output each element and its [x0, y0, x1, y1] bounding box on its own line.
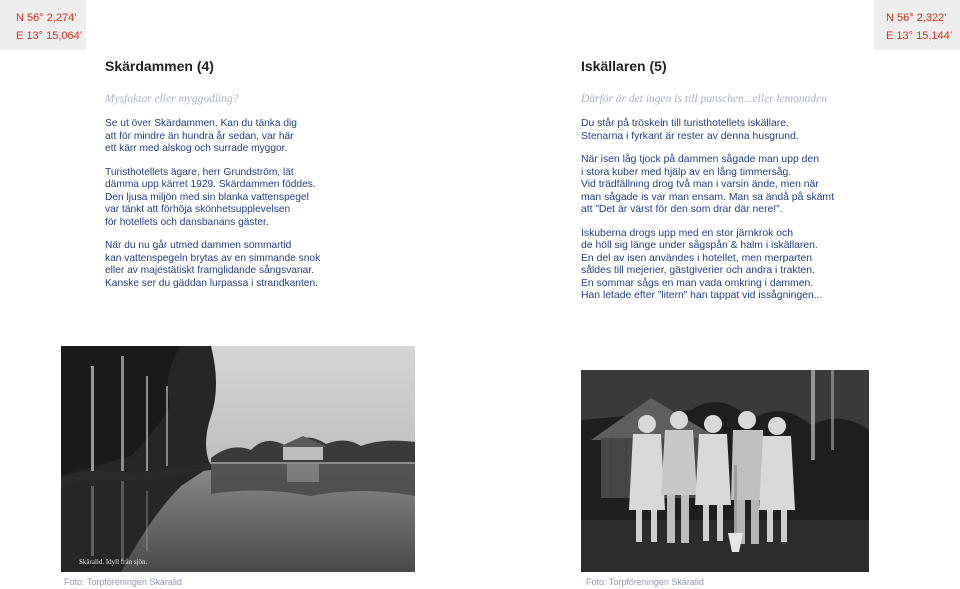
text-line: När isen låg tjock på dammen sågade man upp den — [581, 154, 819, 165]
section-iskallaren — [581, 55, 891, 303]
text-line: Kanske ser du gäddan lurpassa i strandkanten. — [105, 277, 318, 289]
paragraph — [105, 118, 405, 156]
photo-iskallaren-group — [581, 370, 869, 572]
photo-caption: Foto: Torpföreningen Skäralid — [64, 577, 182, 587]
section-tagline: Mysfaktor eller myggodling? — [105, 93, 239, 105]
text-line: En del av isen användes i hotellet, men merparten — [581, 252, 813, 264]
text-line: Stenarna i fyrkant är rester av denna husgrund. — [581, 130, 799, 142]
photo-inscription: Skäralid. Idyll från sjön. — [79, 558, 148, 566]
text-line: kan vattenspegeln brytas av en simmande snok — [105, 252, 321, 264]
paragraph — [581, 228, 891, 303]
text-line: Du står på tröskeln till turisthotellets iskällare. — [581, 118, 789, 129]
text-line: Turisthotellets ägare, herr Grundström, lät — [105, 166, 294, 178]
text-line: såldes till mejerier, gästgiverier och andra i trakten. — [581, 265, 815, 276]
section-skardammen — [105, 55, 405, 290]
longitude-left: E 13° 15,064’ — [16, 30, 83, 42]
text-line: En sommar sågs en man vada omkring i dammen. — [581, 277, 814, 289]
text-line: de höll sig länge under sågspån & halm i iskällaren. — [581, 240, 818, 251]
section-title: Iskällaren (5) — [581, 58, 667, 74]
paragraph — [105, 167, 405, 230]
longitude-right: E 13° 15,144’ — [886, 30, 953, 42]
text-line: var tänkt att förhöja skönhetsupplevelsen — [105, 204, 291, 215]
group-illustration — [581, 370, 869, 572]
paragraph — [105, 240, 405, 290]
photo-caption: Foto: Torpföreningen Skäralid — [586, 577, 704, 587]
paragraph — [581, 118, 891, 143]
latitude-left: N 56° 2,274’ — [16, 12, 77, 24]
text-line: ett kärr med alskog och surrade myggor. — [105, 143, 288, 154]
text-line: att för mindre än hundra år sedan, var här — [105, 130, 294, 142]
text-line: När du nu går utmed dammen sommartid — [105, 240, 292, 251]
coordinates-box-left — [0, 0, 86, 50]
section-tagline: Därför är det ingen is till punschen...eller lemonaden — [581, 93, 827, 105]
text-line: man sågade is var man ensam. Man sa ändå på skämt — [581, 191, 834, 203]
text-line: för hotellets och dansbanans gäster. — [105, 216, 269, 228]
coordinates-box-right — [874, 0, 960, 50]
section-title: Skärdammen (4) — [105, 58, 214, 74]
photo-skardammen-lake — [61, 346, 415, 572]
text-line: i stora kuber med hjälp av en lång timmersåg. — [581, 166, 792, 178]
text-line: Han letade efter ”litern” han tappat vid issågningen... — [581, 290, 823, 301]
lake-illustration — [61, 346, 415, 572]
text-line: Vid trädfällning drog två man i varsin ände, men när — [581, 179, 819, 190]
text-line: dämma upp kärret 1929. Skärdammen föddes. — [105, 179, 316, 190]
text-line: Se ut över Skärdammen. Kan du tänka dig — [105, 118, 297, 129]
text-line: att ”Det är värst för den som drar där nere!”. — [581, 204, 783, 215]
paragraph — [581, 154, 891, 217]
text-line: eller av majestätiskt framglidande sångsvanar. — [105, 265, 314, 276]
text-line: Iskuberna drogs upp med en stor järnkrok och — [581, 227, 793, 239]
text-line: Den ljusa miljön med sin blanka vattenspegel — [105, 191, 309, 203]
latitude-right: N 56° 2,322’ — [886, 12, 947, 24]
